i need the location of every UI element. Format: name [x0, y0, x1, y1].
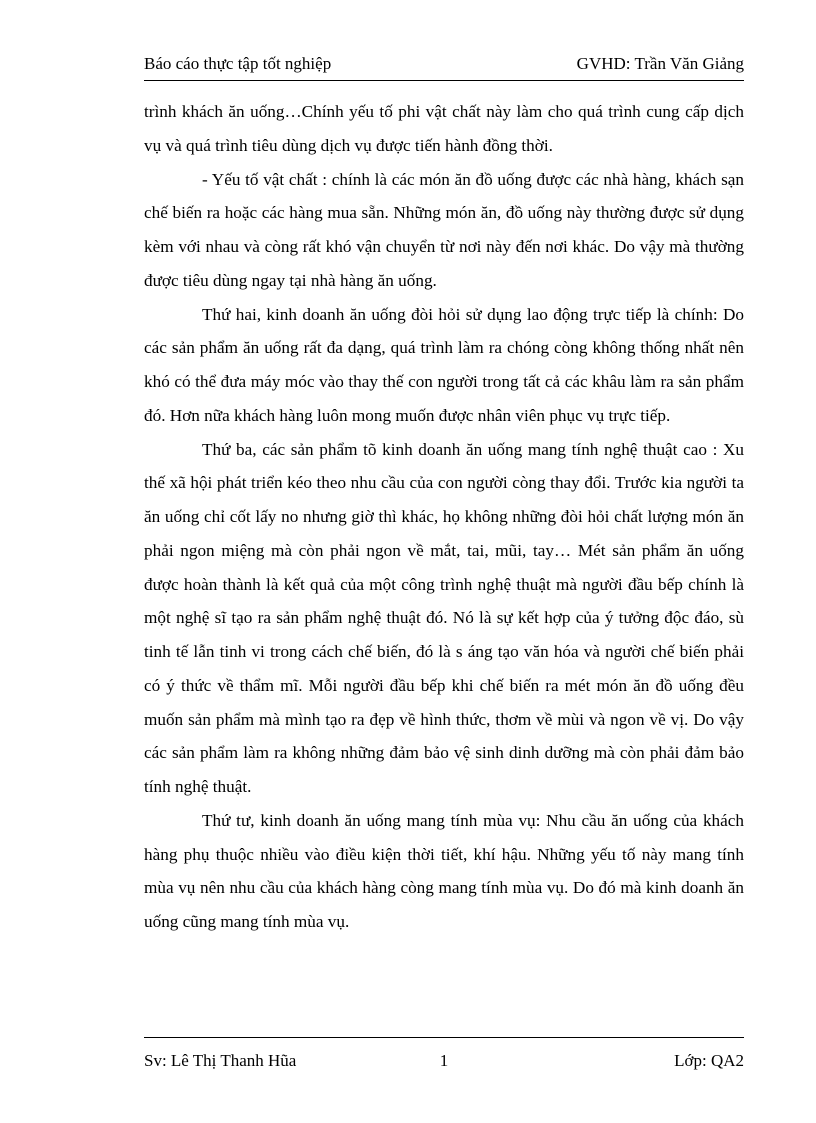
header-supervisor: GVHD: Trần Văn Giảng — [576, 54, 744, 73]
page-footer — [144, 1049, 744, 1073]
header-report-title: Báo cáo thực tập tốt nghiệp — [144, 54, 332, 73]
footer-student-name: Sv: Lê Thị Thanh Hũa — [144, 1051, 297, 1070]
paragraph-second: Thứ hai, kinh doanh ăn uống đòi hỏi sử dụng lao động trực tiếp là chính: Do các sản phẩm ăn uống rất đa dạng, quá trình làm ra chóng còng không thống nhất nên khó có thể đưa máy móc vào thay thế con người trong tất cả các khâu làm ra sản phẩm đó. Hơn nữa khách hàng luôn mong muốn được nhân viên phục vụ trực tiếp. — [144, 304, 744, 425]
footer-class: Lớp: QA2 — [674, 1051, 744, 1070]
paragraph-fourth: Thứ tư, kinh doanh ăn uống mang tính mùa vụ: Nhu cầu ăn uống của khách hàng phụ thuộc nhiều vào điều kiện thời tiết, khí hậu. Những yếu tố này mang tính mùa vụ nên nhu cầu của khách hàng còng mang tính mùa vụ. Do đó mà kinh doanh ăn uống cũng mang tính mùa vụ. — [144, 810, 744, 931]
document-body — [144, 95, 744, 939]
paragraph-third: Thứ ba, các sản phẩm tõ kinh doanh ăn uống mang tính nghệ thuật cao : Xu thế xã hội phát triển kéo theo nhu cầu của con người còng thay đổi. Trước kia người ta ăn uống chỉ cốt lấy no nhưng giờ thì khác, họ không những đòi hỏi chất lượng món ăn phải ngon miệng mà còn phải ngon về mắt, tai, mũi, tay… Mét sản phẩm ăn uống được hoàn thành là kết quả của một công trình nghệ thuật mà người đầu bếp chính là một nghệ sĩ tạo ra sản phẩm nghệ thuật đó. Nó là sự kết hợp của ý tưởng độc đáo, sù tinh tế lẫn tinh vi trong cách chế biến, đó là s áng tạo văn hóa và người chế biến phải có ý thức về thẩm mĩ. Mỗi người đầu bếp khi chế biến ra mét món ăn đồ uống đều muốn sản phẩm mà mình tạo ra đẹp về hình thức, thơm về mùi và ngon về vị. Do vậy các sản phẩm làm ra không những đảm bảo vệ sinh dinh dưỡng mà còn phải đảm bảo tính nghệ thuật. — [144, 439, 744, 796]
paragraph-continuation: trình khách ăn uống…Chính yếu tố phi vật chất này làm cho quá trình cung cấp dịch vụ và quá trình tiêu dùng dịch vụ được tiến hành đồng thời. — [144, 102, 744, 155]
page-header — [144, 52, 744, 81]
paragraph-material-factor: - Yếu tố vật chất : chính là các món ăn đồ uống được các nhà hàng, khách sạn chế biến ra hoặc các hàng mua sẵn. Những món ăn, đồ uống này thường được sử dụng kèm với nhau và còng rất khó vận chuyển từ nơi này đến nơi khác. Do vậy mà thường được tiêu dùng ngay tại nhà hàng ăn uống. — [144, 169, 744, 290]
footer-divider — [144, 1037, 744, 1038]
page-number: 1 — [439, 1051, 449, 1070]
